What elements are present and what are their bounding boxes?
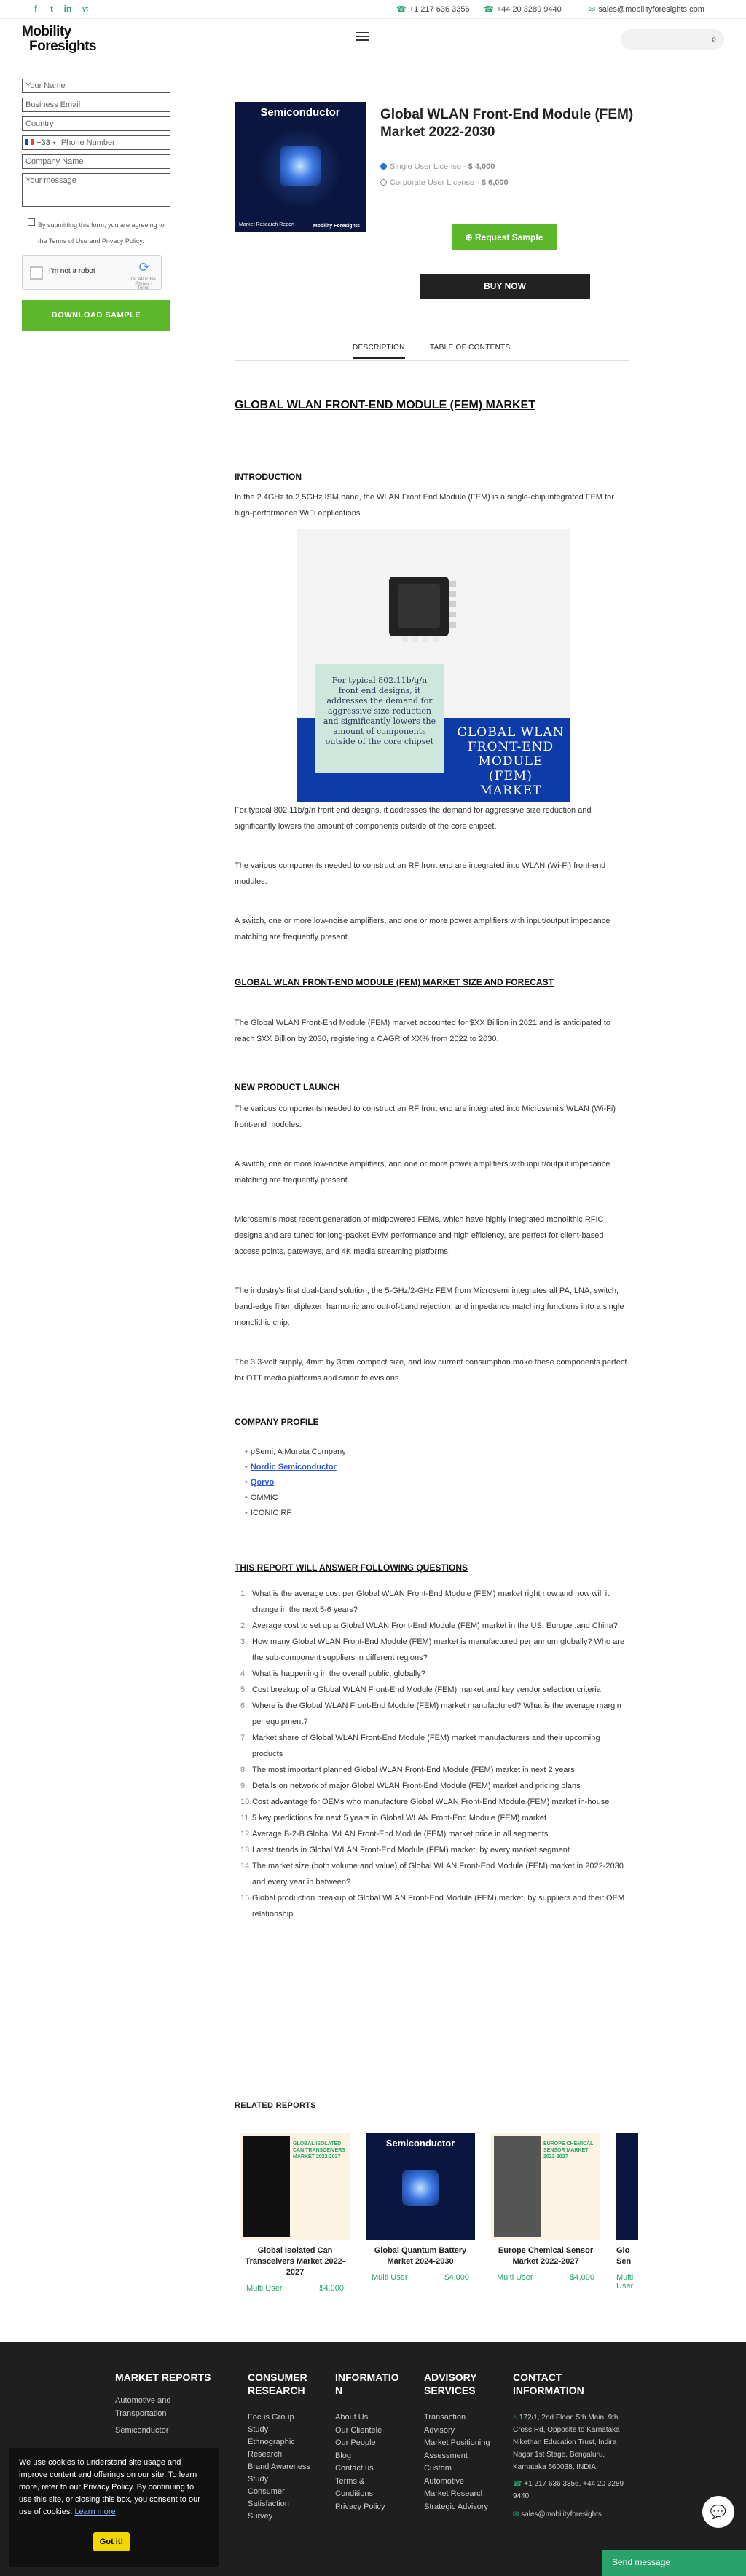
related-card-price: $4,000 (319, 2284, 344, 2293)
related-card-price: $4,000 (444, 2273, 469, 2282)
related-card-price-row (491, 2273, 600, 2285)
related-card-title[interactable]: Global Quantum Battery Market 2024-2030 (374, 2246, 467, 2266)
launch-paragraph-5: The 3.3-volt supply, 4mm by 3mm compact size, and low current consumption make these components perfect for OTT media platforms and smart televisions. (235, 1358, 627, 1383)
size-heading: GLOBAL WLAN FRONT-END MODULE (FEM) MARKET SIZE AND FORECAST (235, 977, 554, 987)
question-item: 4. What is happening in the overall public, globally? (240, 1670, 425, 1678)
related-cover-text: EUROPE CHEMICAL SENSOR MARKET 2022-2027 (543, 2141, 594, 2160)
search-icon[interactable]: ⌕ (711, 33, 717, 44)
phone-icon: ☎ (513, 2480, 525, 2488)
launch-paragraph-3: Microsemi's most recent generation of midpowered FEMs, which have highly integrated monolithic RFIC designs and are tuned for long-packet EVM performance and high efficiency, are perfect for client-based access points, gateways, and 4K media streaming platforms. (235, 1215, 604, 1256)
footer-link[interactable]: Contact us (335, 2464, 374, 2473)
footer-link[interactable]: Strategic Advisory (424, 2502, 489, 2511)
phone-us-text: +1 217 636 3356 (409, 5, 470, 14)
consent-text: By submitting this form, you are agreeing to the Terms of Use and Privacy Policy. (38, 221, 165, 245)
question-item: 8. The most important planned Global WLAN Front-End Module (FEM) market in next 2 years (240, 1766, 575, 1774)
email-field[interactable]: Business Email (22, 98, 170, 112)
address-line: Cross Rd, Opposite to Karnataka (513, 2426, 620, 2434)
cookie-accept-button[interactable]: Got it! (93, 2532, 130, 2551)
company-name: OMMIC (250, 1493, 278, 1502)
twitter-icon[interactable]: t (50, 4, 53, 14)
footer-link[interactable]: Advisory (424, 2425, 455, 2435)
related-card-image[interactable] (366, 2133, 475, 2240)
related-card-partial[interactable] (616, 2133, 638, 2291)
footer-link-text[interactable]: Automotive and (115, 2396, 171, 2405)
footer-heading-information: INFORMATIO N (335, 2371, 399, 2396)
footer-link[interactable]: Focus Group (248, 2413, 294, 2422)
multi-user-label: Multi User (616, 2273, 634, 2291)
question-item: 10. Cost advantage for OEMs who manufacture Global WLAN Front-End Module (FEM) market in-house (240, 1798, 610, 1806)
recaptcha-terms[interactable]: Privacy - Terms (135, 282, 152, 291)
mail-icon: ✉ (513, 2510, 522, 2518)
related-card[interactable] (366, 2133, 475, 2285)
phone-icon: ☎ (484, 5, 494, 14)
phone-us[interactable] (396, 4, 470, 14)
company-item: • OMMIC (245, 1493, 278, 1502)
footer-link[interactable]: Ethnographic (248, 2438, 295, 2446)
address-line: Nagar 1st Stage, Bengaluru, (513, 2451, 605, 2459)
phone-uk-text: +44 20 3289 9440 (496, 5, 562, 14)
intro-paragraph: In the 2.4GHz to 2.5GHz ISM band, the WLAN Front End Module (FEM) is a single-chip integrated FEM for high-performance WiFi applications. (235, 493, 614, 518)
company-list (245, 1445, 629, 1521)
phone-icon: ☎ (396, 5, 407, 14)
question-item: 12. Average B-2-B Global WLAN Front-End Module (FEM) market price in all segments (240, 1830, 549, 1838)
footer-heading-contact: CONTACT INFORMATION (513, 2371, 584, 2396)
footer-email[interactable] (513, 2508, 651, 2521)
related-card-title[interactable]: Glo Sen (616, 2246, 632, 2266)
footer-link[interactable]: Research (248, 2450, 283, 2459)
question-item: 15. Global production breakup of Global WLAN Front-End Module (FEM) market, by suppliers and their OEM relationship (240, 1894, 625, 1919)
multi-user-label: Multi User (246, 2284, 283, 2293)
footer-link[interactable]: Semiconductor (115, 2426, 169, 2435)
location-icon: ⌂ (513, 2414, 519, 2422)
question-text: What is happening in the overall public, globally? (252, 1670, 425, 1678)
launch-paragraph-1: The various components needed to construct an RF front end are integrated into Microsemi's WLAN (Wi-Fi) front-end modules. (235, 1105, 616, 1129)
question-text: Average B-2-B Global WLAN Front-End Module (FEM) market price in all segments (252, 1830, 549, 1838)
plus-circle-icon: ⊕ (465, 232, 475, 242)
footer-link[interactable]: About Us (335, 2413, 369, 2422)
send-message-bar[interactable]: Send message (602, 2550, 746, 2576)
footer-phone[interactable] (513, 2478, 651, 2490)
question-text: Average cost to set up a Global WLAN Front-End Module (FEM) market in the US, Europe ,and China? (252, 1621, 618, 1630)
lic1-price: $ 4,000 (468, 162, 495, 171)
question-text: 5 key predictions for next 5 years in Global WLAN Front-End Module (FEM) market (252, 1814, 547, 1822)
question-text: Where is the Global WLAN Front-End Module (FEM) market manufactured? What is the average margin per equipment? (252, 1702, 621, 1726)
ic-chip-graphic (243, 2136, 290, 2237)
message-field[interactable]: Your message (22, 173, 170, 207)
related-card-title[interactable]: Europe Chemical Sensor Market 2022-2027 (498, 2246, 594, 2266)
footer-link[interactable]: Brand Awareness (248, 2462, 311, 2471)
footer-heading-advisory: ADVISORY SERVICES (424, 2371, 477, 2396)
mail-icon: ✉ (589, 5, 596, 14)
lic2-price: $ 6,000 (481, 178, 509, 187)
related-card-title[interactable]: Global Isolated Can Transceivers Market 2022-2027 (245, 2246, 345, 2277)
question-text: Cost advantage for OEMs who manufacture Global WLAN Front-End Module (FEM) market in-house (252, 1798, 610, 1806)
question-text: Market share of Global WLAN Front-End Module (FEM) market manufacturers and their upcoming products (252, 1734, 600, 1758)
question-text: How many Global WLAN Front-End Module (FEM) market is manufactured per annum globally? Who are the sub-component suppliers in different regions? (252, 1637, 625, 1662)
question-item: 6. Where is the Global WLAN Front-End Module (FEM) market manufactured? What is the average margin per equipment? (240, 1702, 621, 1726)
question-text: Cost breakup of a Global WLAN Front-End Module (FEM) market and key vendor selection criteria (252, 1686, 601, 1694)
footer-col-advisory (424, 2411, 511, 2513)
footer-heading-consumer-research: CONSUMER RESEARCH (248, 2371, 307, 2396)
article-title: GLOBAL WLAN FRONT-END MODULE (FEM) MARKET (235, 399, 535, 411)
footer-link[interactable]: Blog (335, 2451, 352, 2460)
chip-graphic (280, 146, 321, 186)
related-card[interactable] (491, 2133, 600, 2285)
article-banner-image (297, 529, 570, 802)
footer-link[interactable]: Study (248, 2425, 269, 2434)
footer-link-text[interactable]: Transportation (115, 2409, 167, 2418)
cover-logo: Mobility Foresights (313, 224, 360, 229)
email-link[interactable] (589, 4, 704, 14)
single-license-option[interactable] (380, 162, 570, 172)
company-name: ICONIC RF (250, 1509, 292, 1517)
question-text: Latest trends in Global WLAN Front-End Module (FEM) market, by every market segment (252, 1846, 570, 1854)
linkedin-icon[interactable]: in (63, 4, 72, 14)
lic2-label: Corporate User License - (390, 178, 479, 187)
address-line: Nikethan Education Trust, Indira (513, 2438, 617, 2446)
question-item: 7. Market share of Global WLAN Front-End Module (FEM) market manufacturers and their upcoming products (240, 1734, 600, 1758)
ic-chip-graphic (383, 574, 462, 651)
footer-link[interactable]: Conditions (335, 2489, 373, 2498)
question-item: 3. How many Global WLAN Front-End Module (FEM) market is manufactured per annum globally? Who are the sub-component suppliers in different regions? (240, 1637, 625, 1662)
related-card-image[interactable] (616, 2133, 638, 2240)
footer-link[interactable]: Our Clientele (335, 2425, 382, 2435)
banner-title: GLOBAL WLAN FRONT-END MODULE (FEM) MARKET (457, 725, 565, 798)
product-title: Global WLAN Front-End Module (FEM) Market 2022-2030 (380, 107, 634, 140)
company-name: pSemi, A Murata Company (250, 1447, 346, 1456)
company-item: • pSemi, A Murata Company (245, 1447, 346, 1456)
download-sample-button[interactable]: DOWNLOAD SAMPLE (22, 300, 170, 331)
phone-field[interactable] (22, 135, 170, 150)
request-sample-label: Request Sample (475, 232, 543, 242)
recaptcha-brand-text: reCAPTCHA (130, 277, 156, 282)
consent-checkbox[interactable] (28, 218, 35, 226)
email-text: sales@mobilityforesights.com (598, 5, 704, 14)
question-text: The most important planned Global WLAN Front-End Module (FEM) market in next 2 years (252, 1766, 575, 1774)
name-field[interactable]: Your Name (22, 79, 170, 93)
radio-unselected[interactable] (380, 179, 387, 186)
footer-link[interactable]: Assessment (424, 2451, 468, 2460)
question-item: 14. The market size (both volume and value) of Global WLAN Front-End Module (FEM) market in 2022-2030 and every year in between? (240, 1862, 624, 1886)
cookie-text: We use cookies to understand site usage and improve content and offerings on our site. To learn more, refer to our Privacy Policy. By continuing to use this site, or closing this box, you consent to our use of cookies. (19, 2458, 200, 2516)
logo-line1: Mobility (22, 24, 71, 39)
paragraph-1: For typical 802.11b/g/n front end designs, it addresses the demand for aggressive size reduction and significantly lowers the amount of components outside of the core chipset. (235, 806, 592, 831)
youtube-icon[interactable]: yt (82, 5, 88, 12)
france-flag-icon[interactable] (25, 139, 34, 145)
footer-col-contact (513, 2411, 651, 2521)
footer-col-consumer-research (248, 2411, 335, 2523)
tab-bar (235, 338, 629, 361)
captcha-label: I'm not a robot (49, 267, 95, 275)
question-item: 2. Average cost to set up a Global WLAN Front-End Module (FEM) market in the US, Europe ,and China? (240, 1621, 618, 1630)
related-card-price-row (240, 2284, 350, 2296)
footer-email-text[interactable]: sales@mobilityforesights (521, 2510, 602, 2518)
cover-bottom-text: Market Research Report (239, 222, 295, 227)
footer-link[interactable]: Automotive (424, 2476, 465, 2486)
recaptcha-widget[interactable] (22, 255, 162, 290)
company-item[interactable]: • Qorvo (245, 1478, 275, 1487)
request-sample-button[interactable] (452, 224, 557, 250)
footer-link[interactable]: Our People (335, 2438, 376, 2447)
question-text: Global production breakup of Global WLAN Front-End Module (FEM) market, by suppliers and their OEM relationship (252, 1894, 625, 1919)
company-link[interactable]: Qorvo (250, 1478, 275, 1487)
question-text: What is the average cost per Global WLAN Front-End Module (FEM) market right now and how will it change in the next 5-6 years? (252, 1589, 610, 1614)
phone-code[interactable]: +33 (36, 138, 50, 147)
cookie-learn-more-link[interactable]: Learn more (74, 2508, 116, 2516)
question-item: 1. What is the average cost per Global WLAN Front-End Module (FEM) market right now and how will it change in the next 5-6 years? (240, 1589, 610, 1614)
company-field[interactable]: Company Name (22, 154, 170, 169)
question-text: Details on network of major Global WLAN Front-End Module (FEM) market and pricing plans (252, 1782, 581, 1790)
company-item[interactable]: • Nordic Semiconductor (245, 1463, 337, 1471)
multi-user-label: Multi User (497, 2273, 533, 2282)
question-item: 13. Latest trends in Global WLAN Front-End Module (FEM) market, by every market segment (240, 1846, 570, 1854)
sensor-graphic (494, 2136, 541, 2237)
size-paragraph: The Global WLAN Front-End Module (FEM) market accounted for $XX Billion in 2021 and is anticipated to reach $XX Billion by 2030, registering a CAGR of XX% from 2022 to 2030. (235, 1019, 611, 1043)
buy-now-button[interactable]: BUY NOW (420, 274, 590, 299)
address-line: Karnataka 560038, INDIA (513, 2463, 596, 2471)
related-card-image[interactable] (491, 2133, 600, 2240)
related-heading: RELATED REPORTS (235, 2101, 316, 2110)
footer-link[interactable]: Consumer (248, 2487, 285, 2496)
chip-graphic (402, 2170, 439, 2206)
country-field[interactable]: Country (22, 116, 170, 131)
footer-link[interactable]: Satisfaction (248, 2500, 289, 2508)
footer-link[interactable] (115, 2394, 232, 2420)
footer-phone-text[interactable]: 9440 (513, 2492, 530, 2500)
footer-heading-market-reports: MARKET REPORTS (115, 2371, 211, 2383)
related-card-price: $4,000 (570, 2273, 594, 2282)
footer-col-market-reports (115, 2394, 232, 2436)
footer-col-information (335, 2411, 415, 2513)
chevron-down-icon[interactable]: ▾ (52, 140, 56, 146)
launch-paragraph-4: The industry's first dual-band solution, the 5-GHz/2-GHz FEM from Microsemi integrates all PA, LNA, switch, band-edge filter, diplexer, harmonic and out-of-band rejection, and impedance matching functions into a single monolithic chip. (235, 1287, 624, 1327)
corporate-license-option[interactable] (380, 178, 570, 188)
related-cover-text: Semiconductor (385, 2138, 455, 2149)
chat-bubble-icon[interactable]: 💬 (702, 2496, 734, 2528)
footer-link[interactable]: Survey (248, 2512, 273, 2521)
tab-description[interactable]: DESCRIPTION (353, 344, 405, 359)
hamburger-menu-icon[interactable] (356, 32, 369, 42)
related-card-price-row (366, 2273, 475, 2285)
search-input[interactable] (621, 29, 724, 50)
company-link[interactable]: Nordic Semiconductor (250, 1463, 337, 1471)
related-card-price-row (616, 2273, 638, 2291)
footer-phone-text[interactable]: +1 217 636 3356, +44 20 3289 (524, 2480, 624, 2488)
lic1-label: Single User License - (390, 162, 466, 171)
recaptcha-icon: ⟳ (138, 260, 150, 274)
footer-link[interactable]: Transaction (424, 2413, 466, 2422)
site-logo[interactable] (22, 25, 102, 58)
report-cover-image (235, 102, 366, 232)
related-card[interactable] (240, 2133, 350, 2296)
footer-link[interactable]: Study (248, 2475, 269, 2484)
footer-link[interactable]: Privacy Policy (335, 2502, 385, 2511)
question-item: 5. Cost breakup of a Global WLAN Front-End Module (FEM) market and key vendor selection criteria (240, 1686, 601, 1694)
footer-link[interactable]: Terms & (335, 2476, 365, 2486)
logo-line2: Foresights (29, 39, 97, 54)
phone-placeholder: Phone Number (60, 138, 115, 147)
address-line: 172/1, 2nd Floor, 5th Main, 9th (519, 2414, 619, 2422)
radio-selected[interactable] (380, 163, 387, 170)
company-heading: COMPANY PROFILE (235, 1417, 319, 1427)
recaptcha-brand (129, 277, 158, 291)
paragraph-3: A switch, one or more low-noise amplifiers, and one or more power amplifiers with input/output impedance matching are frequently present. (235, 917, 610, 941)
banner-note: For typical 802.11b/g/n front end designs, it addresses the demand for aggressive size reduction and significantly lowers the amount of components outside of the core chipset (315, 664, 444, 773)
related-card-image[interactable] (240, 2133, 350, 2240)
intro-heading: INTRODUCTION (235, 472, 302, 482)
related-cover-text: GLOBAL ISOLATED CAN TRANSCEIVERS MARKET 2022-2027 (293, 2141, 345, 2160)
question-text: The market size (both volume and value) of Global WLAN Front-End Module (FEM) market in 2022-2030 and every year in between? (252, 1862, 624, 1886)
top-bar (0, 0, 746, 19)
questions-heading: THIS REPORT WILL ANSWER FOLLOWING QUESTIONS (235, 1562, 468, 1573)
footer-address (513, 2411, 651, 2424)
captcha-checkbox[interactable] (30, 266, 43, 280)
phone-uk[interactable] (484, 4, 562, 14)
footer-link[interactable]: Market Positioning (424, 2438, 490, 2447)
question-item: 9. Details on network of major Global WLAN Front-End Module (FEM) market and pricing plans (240, 1782, 581, 1790)
footer-link[interactable]: Custom (424, 2464, 452, 2473)
questions-list (240, 1586, 629, 1922)
paragraph-2: The various components needed to construct an RF front end are integrated into WLAN (Wi-Fi) front-end modules. (235, 861, 606, 886)
launch-heading: NEW PRODUCT LAUNCH (235, 1082, 340, 1092)
cover-title: Semiconductor (260, 106, 340, 119)
question-item: 11. 5 key predictions for next 5 years in Global WLAN Front-End Module (FEM) market (240, 1814, 547, 1822)
facebook-icon[interactable]: f (34, 4, 37, 14)
launch-paragraph-2: A switch, one or more low-noise amplifiers, and one or more power amplifiers with input/output impedance matching are frequently present. (235, 1160, 610, 1185)
tab-table-of-contents[interactable]: TABLE OF CONTENTS (430, 344, 511, 352)
footer-link[interactable]: Market Research (424, 2489, 485, 2498)
multi-user-label: Multi User (372, 2273, 408, 2282)
company-item: • ICONIC RF (245, 1509, 292, 1517)
